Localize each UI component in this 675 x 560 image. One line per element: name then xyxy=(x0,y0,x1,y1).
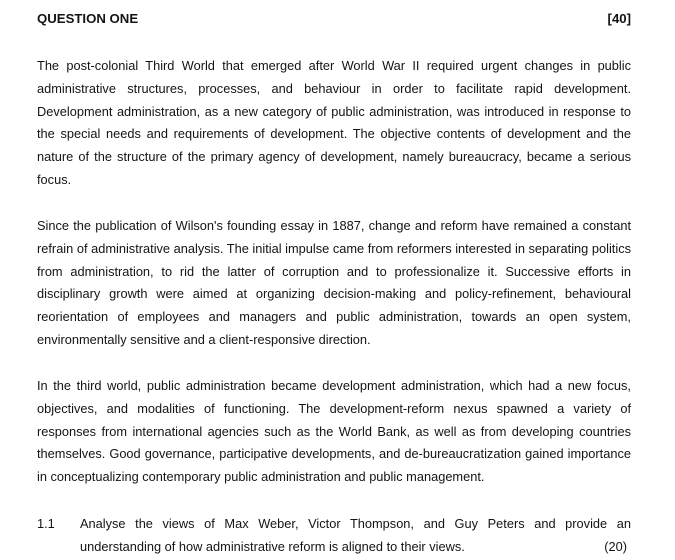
question-heading xyxy=(37,10,631,28)
paragraph-3: In the third world, public administration became development administration, which had a new focus, objectives, and modalities of functioning. The development-reform nexus spawned a variety of responses from international agencies such as the World Bank, as well as from developing countries themselves. Good governance, participative developments, and de-bureaucratization gained importance in conceptualizing contemporary public administration and public management. xyxy=(37,378,631,485)
question-title: QUESTION ONE xyxy=(37,11,139,26)
sub-question-number: 1.1 xyxy=(37,516,55,531)
question-total-marks: [40] xyxy=(607,11,631,26)
sub-question-text: Analyse the views of Max Weber, Victor Thompson, and Guy Peters and provide an understanding of how administrative reform is aligned to their views. xyxy=(80,516,631,554)
paragraph-2: Since the publication of Wilson's founding essay in 1887, change and reform have remained a constant refrain of administrative analysis. The initial impulse came from reformers interested in separating politics from administration, to rid the latter of corruption and to professionalize it. Successive efforts in disciplinary growth were aimed at organizing decision-making and policy-refinement, behavioural reorientation of employees and managers and public administration, towards an open system, environmentally sensitive and a client-responsive direction. xyxy=(37,218,631,347)
sub-question-marks: (20) xyxy=(604,538,627,554)
paragraph-1: The post-colonial Third World that emerged after World War II required urgent changes in public administrative structures, processes, and behaviour in order to facilitate rapid development. Development administration, as a new category of public administration, was introduced in response to the special needs and requirements of development. The objective contents of development and the nature of the structure of the primary agency of development, namely bureaucracy, became a serious focus. xyxy=(37,58,631,187)
